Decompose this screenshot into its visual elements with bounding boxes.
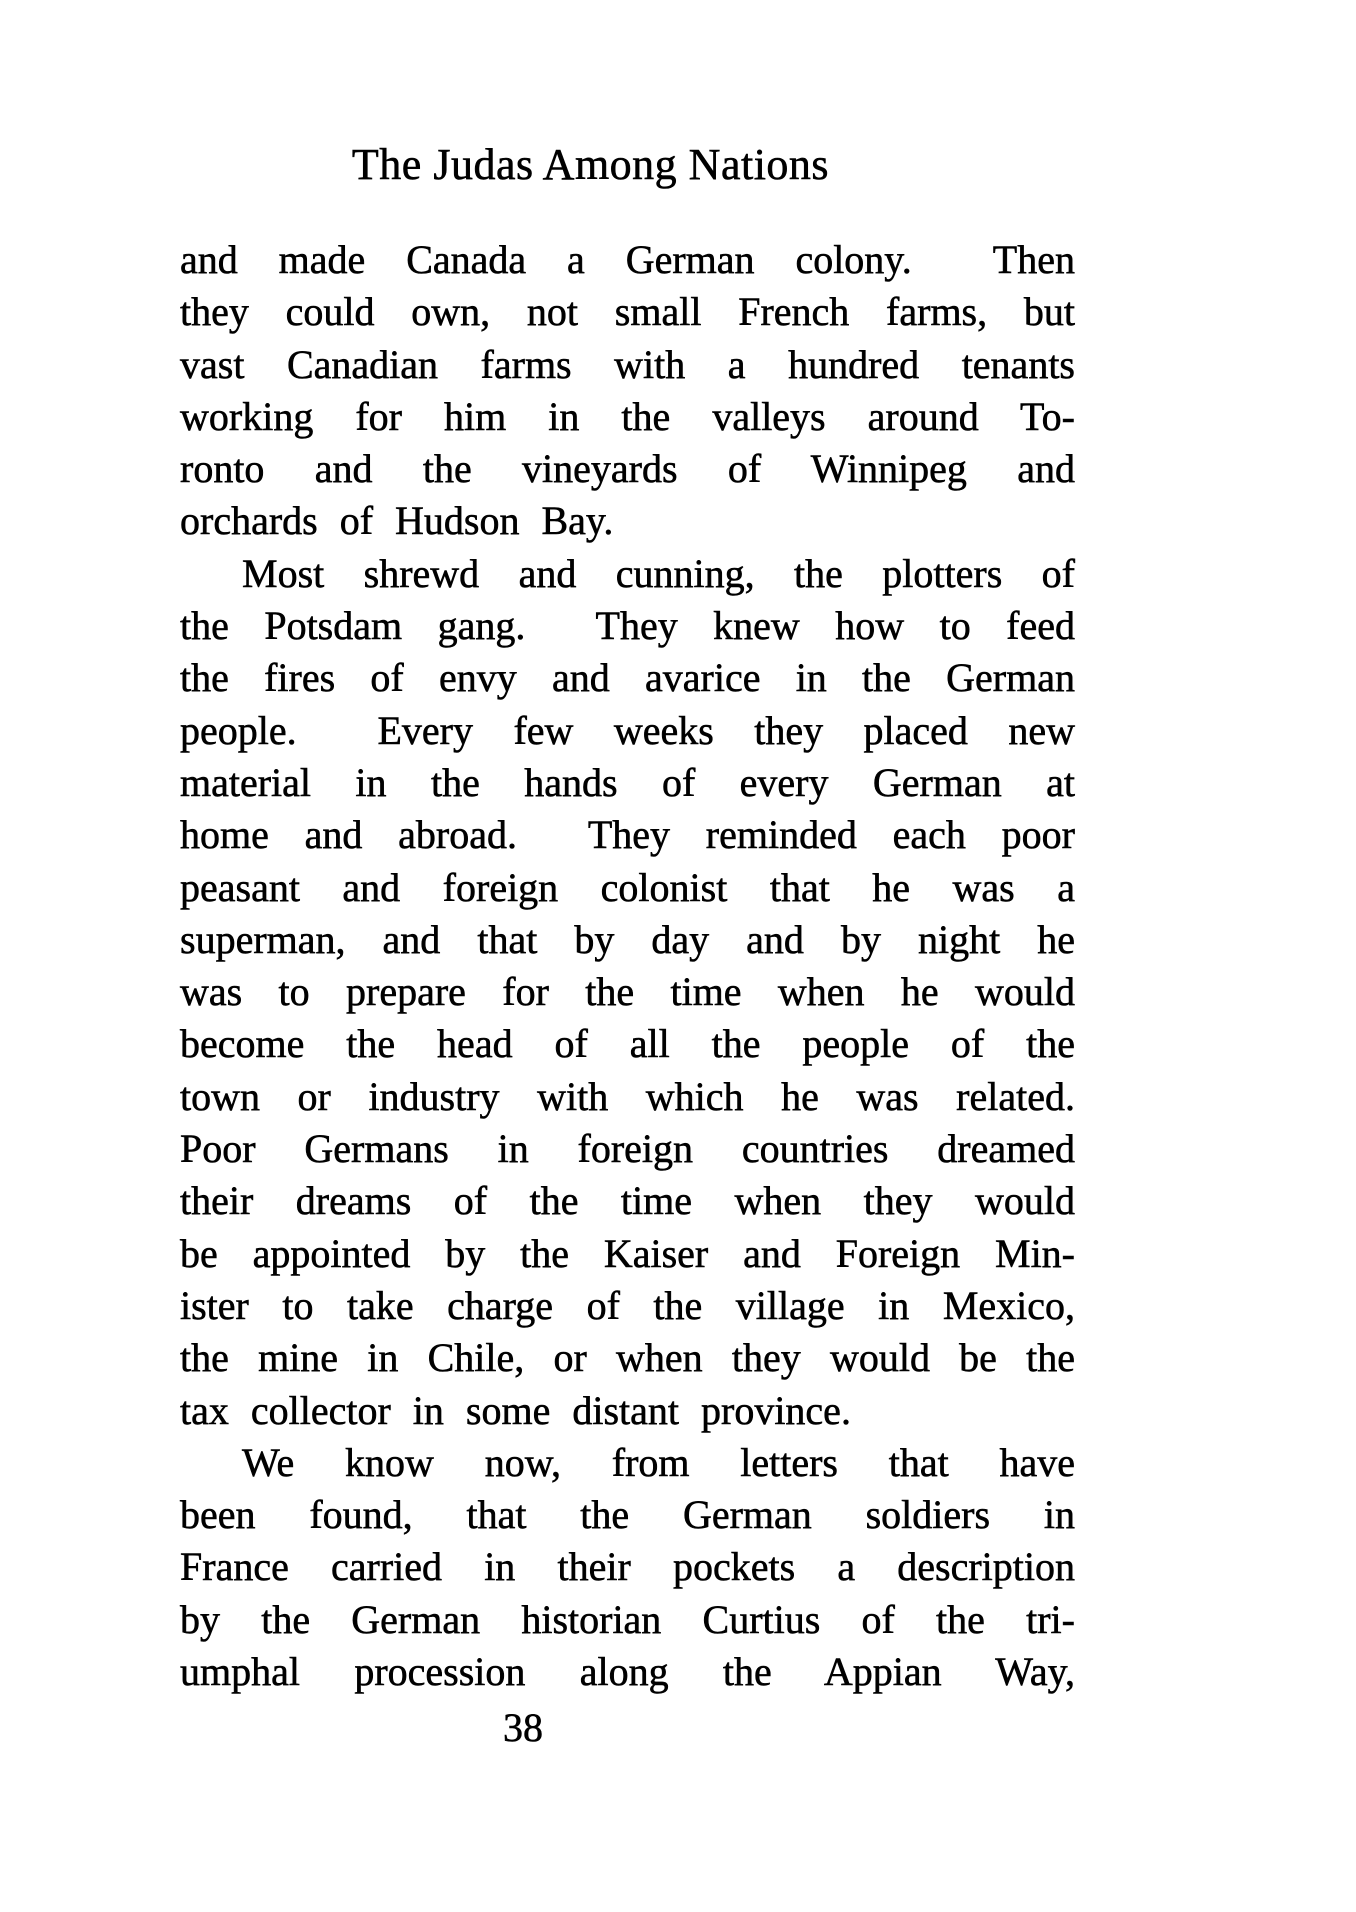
text-line: become the head of all the people of the (180, 1021, 1075, 1067)
text-line: the Potsdam gang. They knew how to feed (180, 603, 1075, 649)
text-line: be appointed by the Kaiser and Foreign Min- (180, 1230, 1075, 1276)
text-line: orchards of Hudson Bay. (180, 498, 614, 544)
page-number: 38 (503, 1705, 543, 1750)
text-line: the fires of envy and avarice in the German (180, 655, 1075, 701)
text-line: the mine in Chile, or when they would be the (180, 1335, 1075, 1381)
text-line: material in the hands of every German at (180, 759, 1075, 805)
page-title: The Judas Among Nations (351, 140, 830, 189)
text-line: they could own, not small French farms, but (180, 289, 1075, 335)
text-line: people. Every few weeks they placed new (180, 707, 1075, 753)
text-line: umphal procession along the Appian Way, (180, 1649, 1075, 1695)
text-line: working for him in the valleys around To- (180, 393, 1075, 439)
text-line: ister to take charge of the village in Mexico, (180, 1282, 1075, 1328)
text-line: by the German historian Curtius of the tri- (180, 1596, 1075, 1642)
text-line: been found, that the German soldiers in (180, 1492, 1075, 1538)
text-line: France carried in their pockets a description (180, 1544, 1075, 1590)
text-line: their dreams of the time when they would (180, 1178, 1075, 1224)
text-line: Most shrewd and cunning, the plotters of (242, 550, 1075, 596)
body-text (180, 234, 1075, 1698)
text-line: and made Canada a German colony. Then (180, 237, 1075, 282)
text-line: was to prepare for the time when he would (180, 969, 1075, 1015)
text-line: superman, and that by day and by night he (180, 916, 1075, 962)
text-line: Poor Germans in foreign countries dreamed (180, 1126, 1075, 1172)
text-line: ronto and the vineyards of Winnipeg and (180, 446, 1075, 492)
text-line: town or industry with which he was related. (180, 1073, 1075, 1119)
text-line: peasant and foreign colonist that he was a (180, 864, 1075, 910)
text-line: We know now, from letters that have (242, 1439, 1075, 1485)
text-line: home and abroad. They reminded each poor (180, 812, 1075, 858)
text-line: vast Canadian farms with a hundred tenants (180, 341, 1075, 387)
text-line: tax collector in some distant province. (180, 1387, 851, 1433)
